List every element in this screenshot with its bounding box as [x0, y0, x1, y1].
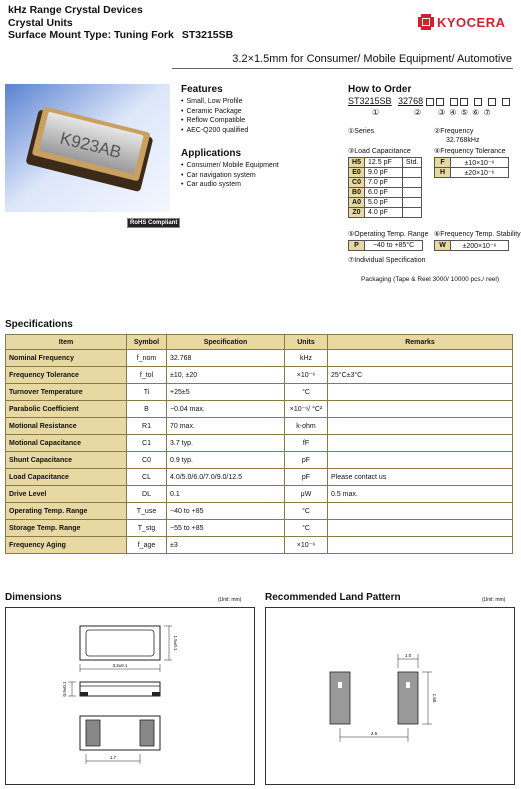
- header-line-2: Crystal Units: [8, 16, 73, 29]
- table-row: H ±20×10⁻⁶: [435, 168, 509, 178]
- applications-item: • Car navigation system: [181, 171, 279, 181]
- dim-height-label: 1.5±0.1: [173, 635, 178, 651]
- table-row: A0 5.0 pF: [349, 198, 422, 208]
- spec-unit-cell: k-ohm: [285, 418, 328, 435]
- table-header-row: Item Symbol Specification Units Remarks: [6, 335, 513, 350]
- features-section: [181, 84, 248, 135]
- table-row: [6, 384, 513, 401]
- features-item: • AEC-Q200 qualified: [181, 126, 248, 136]
- order-index-1: ①: [372, 108, 380, 117]
- spec-unit-cell: pF: [285, 452, 328, 469]
- spec-sym-cell: f_tol: [127, 367, 167, 384]
- kyocera-mark-icon: [418, 14, 434, 30]
- spec-rem-cell: Please contact us: [328, 469, 513, 486]
- code-box: [426, 98, 434, 106]
- table-row: B0 6.0 pF: [349, 188, 422, 198]
- code-box: [488, 98, 496, 106]
- product-photo: [5, 84, 170, 212]
- land-pad-h-label: 1.55: [432, 693, 437, 703]
- spec-item-cell: Frequency Tolerance: [6, 367, 127, 384]
- spec-sym-cell: R1: [127, 418, 167, 435]
- header-type: Surface Mount Type: Tuning Fork: [8, 29, 174, 41]
- spec-spec-cell: 0.1: [167, 486, 285, 503]
- spec-spec-cell: −0.04 max.: [167, 401, 285, 418]
- spec-rem-cell: [328, 537, 513, 554]
- dimensions-drawing: [5, 607, 255, 785]
- spec-spec-cell: 4.0/5.0/6.0/7.0/9.0/12.5: [167, 469, 285, 486]
- specifications-title: Specifications: [5, 319, 73, 330]
- order-title: How to Order: [348, 84, 412, 95]
- table-row: [6, 503, 513, 520]
- spec-spec-cell: −40 to +85: [167, 503, 285, 520]
- applications-section: [181, 148, 279, 190]
- spec-item-cell: Drive Level: [6, 486, 127, 503]
- spec-rem-cell: [328, 350, 513, 367]
- header-line-1: kHz Range Crystal Devices: [8, 4, 143, 16]
- table-row: H5 12.5 pF Std.: [349, 158, 422, 168]
- code-box: [474, 98, 482, 106]
- spec-sym-cell: DL: [127, 486, 167, 503]
- spec-rem-cell: [328, 520, 513, 537]
- spec-spec-cell: 3.7 typ.: [167, 435, 285, 452]
- dimensions-unit: (Unit: mm): [218, 597, 242, 603]
- table-row: [6, 520, 513, 537]
- photo-marking: K923AB: [58, 128, 124, 163]
- spec-sym-cell: T_use: [127, 503, 167, 520]
- features-item: • Ceramic Package: [181, 107, 248, 117]
- code-box: [502, 98, 510, 106]
- spec-unit-cell: °C: [285, 503, 328, 520]
- table-row: E0 9.0 pF: [349, 168, 422, 178]
- dimensions-title: Dimensions: [5, 592, 62, 603]
- spec-rem-cell: 25°C±3°C: [328, 367, 513, 384]
- spec-sym-cell: B: [127, 401, 167, 418]
- spec-rem-cell: [328, 418, 513, 435]
- frequency-label: ②Frequency: [434, 128, 474, 135]
- document-header: [8, 4, 233, 42]
- table-row: [6, 537, 513, 554]
- spec-item-cell: Motional Capacitance: [6, 435, 127, 452]
- spec-item-cell: Parabolic Coefficient: [6, 401, 127, 418]
- spec-rem-cell: [328, 503, 513, 520]
- subtitle-rule: [172, 68, 513, 69]
- spec-unit-cell: μW: [285, 486, 328, 503]
- spec-spec-cell: 0.9 typ.: [167, 452, 285, 469]
- spec-sym-cell: T_stg: [127, 520, 167, 537]
- table-row: F ±10×10⁻⁶: [435, 158, 509, 168]
- spec-unit-cell: °C: [285, 520, 328, 537]
- land-pad-w-label: 1.0: [404, 653, 412, 658]
- spec-rem-cell: [328, 452, 513, 469]
- dim-pad-label: 1.7: [109, 755, 117, 760]
- spec-item-cell: Motional Resistance: [6, 418, 127, 435]
- table-row: P −40 to +85°C: [349, 241, 423, 251]
- product-subtitle: 3.2×1.5mm for Consumer/ Mobile Equipment/ Automotive: [232, 53, 512, 65]
- table-row: [6, 350, 513, 367]
- spec-sym-cell: C0: [127, 452, 167, 469]
- spec-item-cell: Operating Temp. Range: [6, 503, 127, 520]
- land-pattern-drawing: [265, 607, 515, 785]
- table-row: [6, 469, 513, 486]
- spec-rem-cell: [328, 435, 513, 452]
- spec-spec-cell: 70 max.: [167, 418, 285, 435]
- table-row: [6, 486, 513, 503]
- spec-spec-cell: ±10, ±20: [167, 367, 285, 384]
- table-row: C0 7.0 pF: [349, 178, 422, 188]
- spec-item-cell: Nominal Frequency: [6, 350, 127, 367]
- dim-thick-label: 0.9±0.1: [62, 681, 67, 697]
- table-row: [6, 418, 513, 435]
- freq-tol-table: [434, 157, 509, 178]
- land-pattern-title: Recommended Land Pattern: [265, 592, 401, 603]
- load-cap-table: [348, 157, 422, 218]
- op-temp-table: [348, 240, 423, 251]
- spec-unit-cell: ×10⁻⁶: [285, 367, 328, 384]
- spec-spec-cell: ±3: [167, 537, 285, 554]
- order-code-freq: 32768: [398, 96, 424, 106]
- header-model: ST3215SB: [181, 29, 234, 41]
- spec-sym-cell: CL: [127, 469, 167, 486]
- land-pattern-unit: (Unit: mm): [482, 597, 506, 603]
- spec-unit-cell: ×10⁻⁶: [285, 537, 328, 554]
- order-code: [348, 96, 512, 106]
- spec-spec-cell: 32.768: [167, 350, 285, 367]
- freq-tol-label: ④Frequency Tolerance: [434, 148, 506, 155]
- table-row: [6, 401, 513, 418]
- rohs-badge: RoHS Compliant: [127, 218, 180, 228]
- brand-logo: [418, 14, 506, 30]
- spec-unit-cell: kHz: [285, 350, 328, 367]
- series-label: ①Series: [348, 128, 375, 135]
- spec-unit-cell: fF: [285, 435, 328, 452]
- op-temp-label: ⑤Operating Temp. Range: [348, 231, 429, 238]
- applications-title: Applications: [181, 148, 242, 159]
- stability-label: ⑥Frequency Temp. Stability: [434, 231, 521, 238]
- applications-item: • Car audio system: [181, 180, 279, 190]
- spec-unit-cell: pF: [285, 469, 328, 486]
- spec-sym-cell: f_age: [127, 537, 167, 554]
- spec-spec-cell: −55 to +85: [167, 520, 285, 537]
- spec-rem-cell: [328, 401, 513, 418]
- spec-rem-cell: [328, 384, 513, 401]
- spec-item-cell: Turnover Temperature: [6, 384, 127, 401]
- code-box: [436, 98, 444, 106]
- spec-item-cell: Shunt Capacitance: [6, 452, 127, 469]
- table-row: [6, 452, 513, 469]
- spec-unit-cell: ×10⁻⁶/ °C²: [285, 401, 328, 418]
- features-title: Features: [181, 84, 223, 95]
- packaging-note: Packaging (Tape & Reel 3000/ 10000 pcs./ reel): [361, 276, 500, 283]
- order-index-3-7: ③ ④ ⑤ ⑥ ⑦: [438, 108, 492, 117]
- stability-table: [434, 240, 509, 251]
- spec-sym-cell: C1: [127, 435, 167, 452]
- order-code-series: ST3215SB: [348, 96, 392, 106]
- spec-item-cell: Storage Temp. Range: [6, 520, 127, 537]
- header-line-3: [8, 29, 233, 42]
- land-pitch-label: 2.6: [370, 731, 378, 736]
- spec-rem-cell: 0.5 max.: [328, 486, 513, 503]
- table-row: [6, 435, 513, 452]
- code-box: [460, 98, 468, 106]
- specifications-table: [5, 334, 513, 554]
- dim-width-label: 3.2±0.1: [112, 663, 128, 668]
- individual-spec-label: ⑦Individual Specification: [348, 257, 426, 264]
- spec-item-cell: Frequency Aging: [6, 537, 127, 554]
- features-item: • Small, Low Profile: [181, 97, 248, 107]
- brand-name: KYOCERA: [437, 14, 506, 30]
- load-cap-label: ③Load Capacitance: [348, 148, 411, 155]
- table-row: [6, 367, 513, 384]
- spec-sym-cell: f_nom: [127, 350, 167, 367]
- order-index-2: ②: [414, 108, 422, 117]
- spec-sym-cell: Ti: [127, 384, 167, 401]
- spec-item-cell: Load Capacitance: [6, 469, 127, 486]
- features-item: • Reflow Compatible: [181, 116, 248, 126]
- frequency-value: 32.768kHz: [446, 137, 480, 144]
- applications-item: • Consumer/ Mobile Equipment: [181, 161, 279, 171]
- table-row: W ±200×10⁻⁶: [435, 241, 509, 251]
- table-row: Z0 4.0 pF: [349, 208, 422, 218]
- spec-unit-cell: °C: [285, 384, 328, 401]
- spec-spec-cell: +25±5: [167, 384, 285, 401]
- code-box: [450, 98, 458, 106]
